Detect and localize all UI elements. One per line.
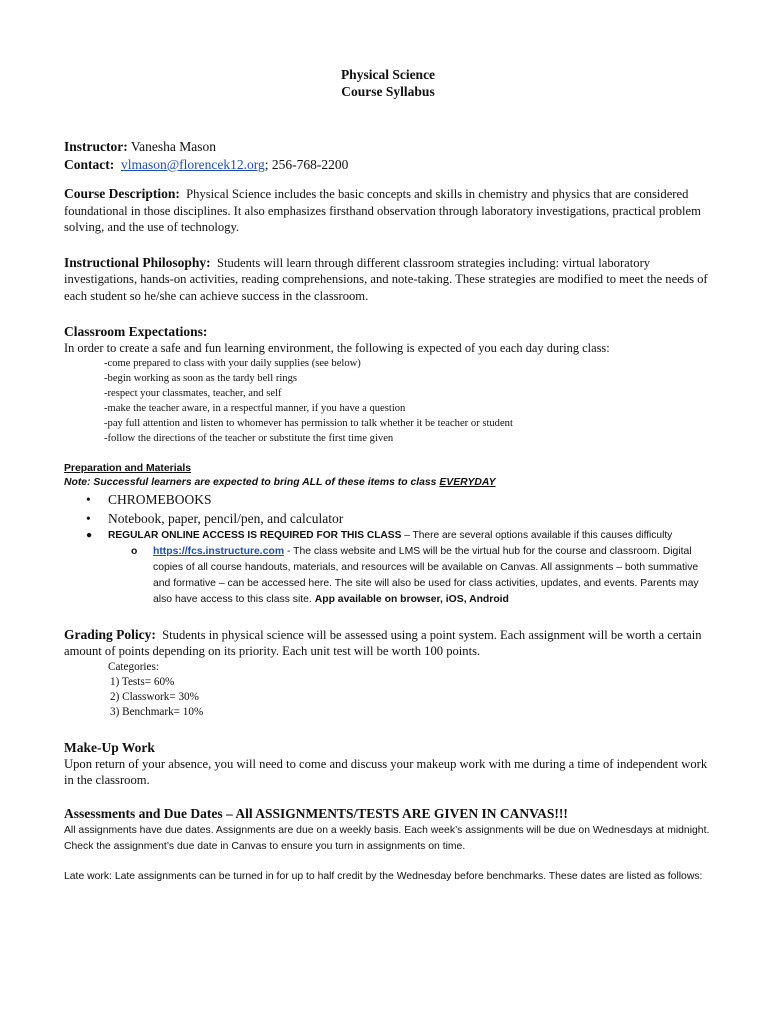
makeup-label: Make-Up Work [64,739,155,755]
grading-label: Grading Policy: [64,626,156,642]
preparation-materials [64,462,712,608]
makeup-work [64,739,712,789]
list-item: -respect your classmates, teacher, and self [104,387,282,399]
instructional-philosophy-text: Students will learn through different classroom strategies including: virtual laboratory investigations, hands-on activities, reading comprehensions, and note-taking. These strategies are modified to meet the needs of each student so he/she can achieve success in the classroom. [64,255,708,303]
list-item: -follow the directions of the teacher or substitute the first time given [104,432,394,444]
materials-note-everyday: EVERYDAY [439,476,496,488]
document-title [64,66,712,100]
course-description-label: Course Description: [64,186,180,201]
course-description [64,186,712,236]
late-work-text: Late work: Late assignments can be turned in for up to half credit by the Wednesday before benchmarks. These dates are listed as follows: [64,871,703,883]
makeup-text: Upon return of your absence, you will need to come and discuss your makeup work with me during a time of independent work in the classroom. [64,756,708,788]
materials-heading: Preparation and Materials [64,462,192,474]
instructor-name: Vanesha Mason [130,139,216,154]
assessments-due-dates [64,805,712,886]
instructor-block [64,138,712,173]
materials-item-label: CHROMEBOOKS [108,491,212,507]
grading-categories [110,675,712,721]
bullet-dot-icon: ● [86,529,93,541]
grading-categories-label: Categories: [108,660,159,673]
bullet-dot-icon: • [86,510,91,526]
list-item: -begin working as soon as the tardy bell rings [104,372,298,384]
list-item [64,528,712,544]
expectations-label: Classroom Expectations: [64,323,208,339]
title-line-1: Physical Science [340,67,436,82]
list-item: 1) Tests= 60% [110,675,175,688]
list-item: -make the teacher aware, in a respectful manner, if you have a question [104,402,406,414]
list-item: 2) Classwork= 30% [110,691,199,704]
materials-note-text: Note: Successful learners are expected to bring ALL of these items to class [64,476,440,488]
canvas-link[interactable]: https://fcs.instructure.com [153,545,285,557]
online-access-label: REGULAR ONLINE ACCESS IS REQUIRED FOR THIS CLASS [108,529,402,541]
sub-bullet-icon: o [131,545,138,557]
assessments-label: Assessments and Due Dates – All ASSIGNMENTS/TESTS ARE GIVEN IN CANVAS!!! [64,805,568,821]
materials-list [64,490,712,544]
grading-text: Students in physical science will be assessed using a point system. Each assignment will be worth a certain amount of points depending on its priority. Each unit test will be worth 100 points. [64,627,702,659]
expectations-list [104,356,712,446]
instructional-philosophy-label: Instructional Philosophy: [64,254,211,270]
bullet-dot-icon: • [86,491,91,507]
list-item: 3) Benchmark= 10% [110,706,204,719]
canvas-description: - The class website and LMS will be the virtual hub for the course and classroom. Digital copies of all course handouts, materials, and resources will be available on Canvas. All assignments – both summative and formative – can be accessed here. The site will also be used for class activities, updates, and events. Parents may also have access to this class site. [153,545,699,605]
title-line-2: Course Syllabus [341,84,435,99]
expectations-intro: In order to create a safe and fun learning environment, the following is expected of you each day during class: [64,340,610,355]
materials-note [64,476,712,490]
assessments-text: All assignments have due dates. Assignments are due on a weekly basis. Each week’s assignments will be due on Wednesdays at midnight. Check the assignment’s due date in Canvas to ensure you turn in assignments on time. [64,824,710,853]
online-access-text: – There are several options available if this causes difficulty [401,529,673,541]
course-description-text: Physical Science includes the basic concepts and skills in chemistry and physics that are considered foundational in those disciplines. It also emphasizes firsthand observation through laboratory investigations, practical problem solving, and the use of technology. [64,187,701,235]
syllabus-page [64,66,712,885]
materials-item-label: Notebook, paper, pencil/pen, and calculator [108,510,344,526]
phone-number: ; 256-768-2200 [264,156,349,172]
classroom-expectations [64,323,712,446]
grading-policy [64,627,712,721]
contact-label: Contact: [64,156,115,172]
email-link[interactable]: vlmason@florencek12.org [121,156,265,172]
list-item: -pay full attention and listen to whomever has permission to talk whether it be teacher or student [104,417,513,429]
list-item [64,490,712,509]
instructional-philosophy [64,255,712,305]
canvas-sub-item [64,544,712,608]
list-item [64,509,712,528]
app-availability: App available on browser, iOS, Android [314,593,509,605]
list-item: -come prepared to class with your daily supplies (see below) [104,357,361,369]
instructor-label: Instructor: [64,139,128,154]
